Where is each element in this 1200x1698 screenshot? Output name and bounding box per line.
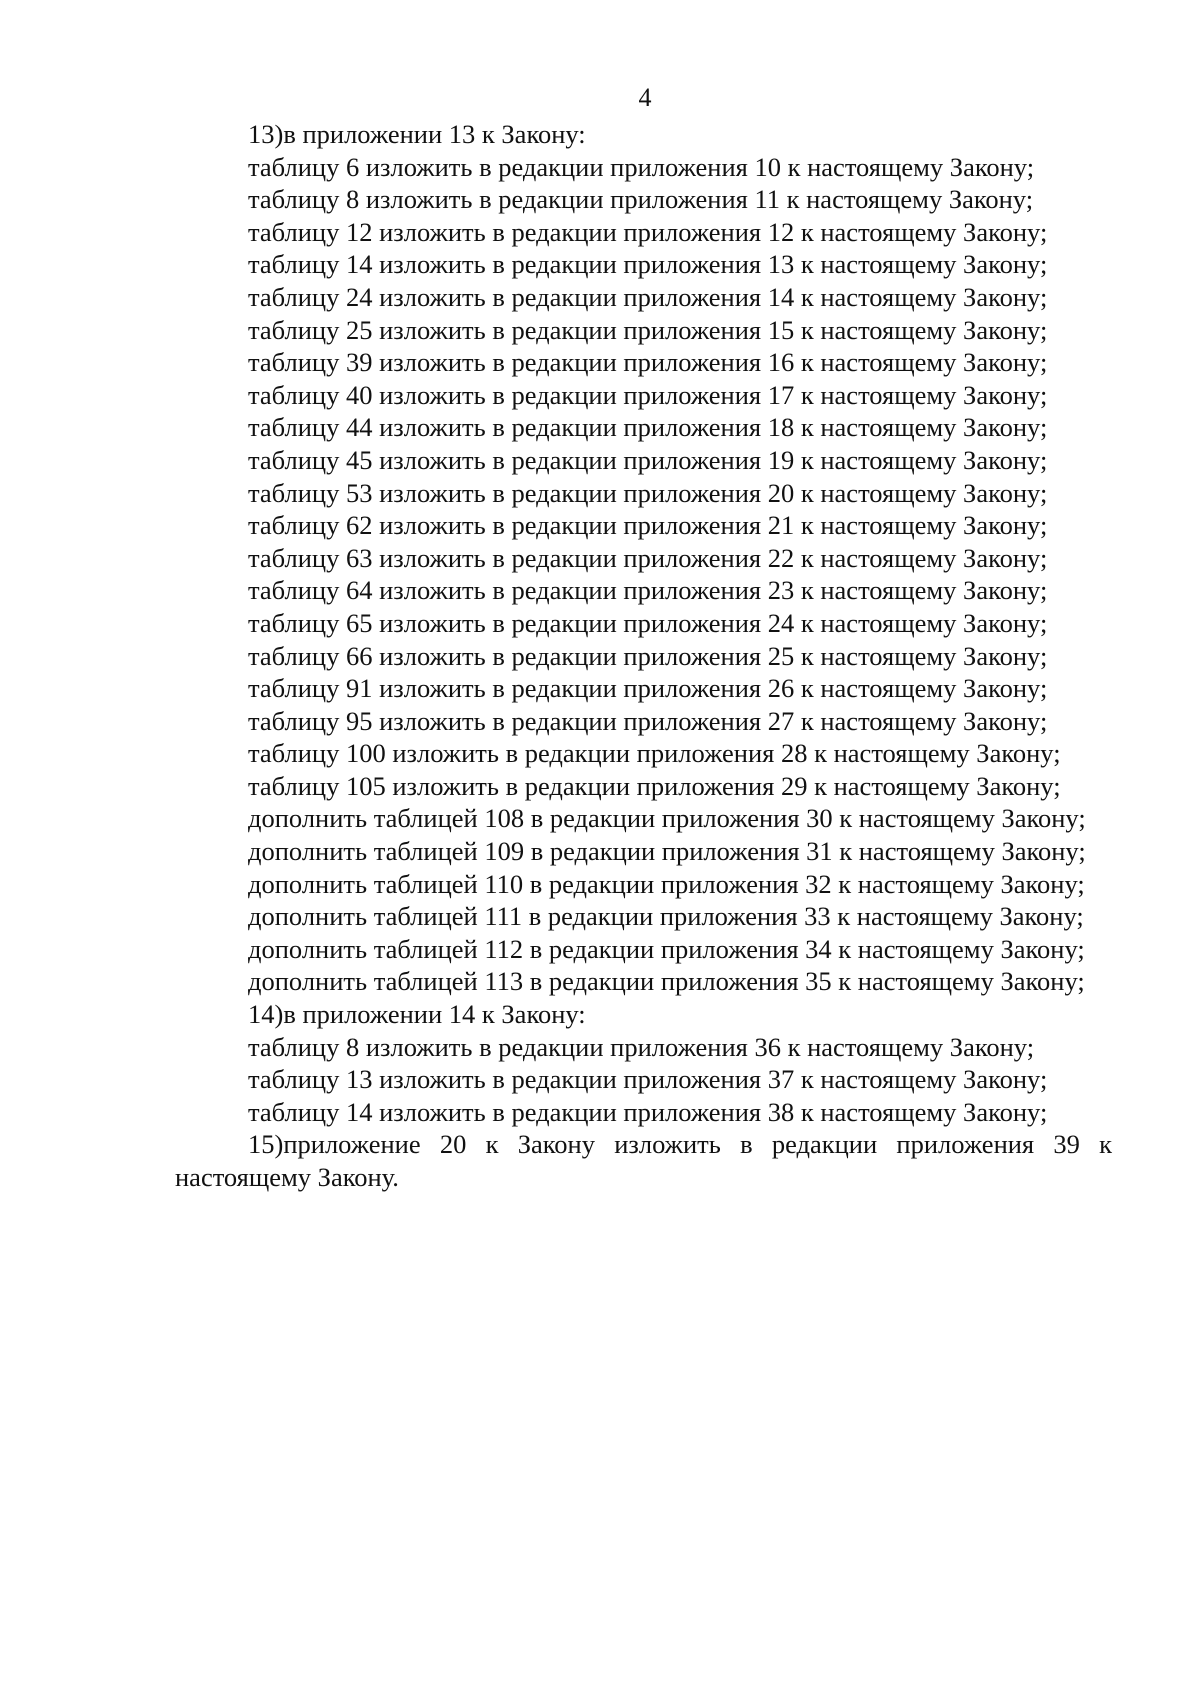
- item-15-paragraph: 15)приложение 20 к Закону изложить в редакции приложения 39 к настоящему Закону.: [175, 1129, 1112, 1192]
- document-body: [175, 118, 1112, 1194]
- list-item: таблицу 62 изложить в редакции приложения 21 к настоящему Закону;: [248, 510, 1048, 541]
- list-item: таблицу 66 изложить в редакции приложения 25 к настоящему Закону;: [248, 640, 1048, 671]
- list-item: таблицу 8 изложить в редакции приложения 11 к настоящему Закону;: [248, 184, 1034, 215]
- item-13-heading: 13)в приложении 13 к Закону:: [248, 119, 586, 149]
- list-item: таблицу 14 изложить в редакции приложения 13 к настоящему Закону;: [248, 249, 1048, 280]
- list-item: таблицу 39 изложить в редакции приложения 16 к настоящему Закону;: [248, 347, 1048, 378]
- addition-paragraph: дополнить таблицей 112 в редакции приложения 34 к настоящему Закону;: [248, 933, 1085, 964]
- list-item: таблицу 25 изложить в редакции приложения 15 к настоящему Закону;: [248, 314, 1048, 345]
- list-item: таблицу 100 изложить в редакции приложения 28 к настоящему Закону;: [248, 738, 1061, 769]
- list-item: таблицу 91 изложить в редакции приложения 26 к настоящему Закону;: [248, 673, 1048, 704]
- list-item: таблицу 95 изложить в редакции приложения 27 к настоящему Закону;: [248, 705, 1048, 736]
- list-item: таблицу 14 изложить в редакции приложения 38 к настоящему Закону;: [248, 1096, 1048, 1127]
- list-item: таблицу 13 изложить в редакции приложения 37 к настоящему Закону;: [248, 1064, 1048, 1095]
- addition-paragraph: дополнить таблицей 108 в редакции приложения 30 к настоящему Закону;: [248, 803, 1086, 834]
- list-item: таблицу 40 изложить в редакции приложения 17 к настоящему Закону;: [248, 379, 1048, 410]
- page-number: 4: [638, 83, 652, 112]
- list-item: таблицу 6 изложить в редакции приложения 10 к настоящему Закону;: [248, 151, 1035, 182]
- list-item: таблицу 44 изложить в редакции приложения 18 к настоящему Закону;: [248, 412, 1048, 443]
- list-item: таблицу 53 изложить в редакции приложения 20 к настоящему Закону;: [248, 477, 1048, 508]
- addition-paragraph: дополнить таблицей 109 в редакции приложения 31 к настоящему Закону;: [248, 836, 1086, 867]
- item-14-heading: 14)в приложении 14 к Закону:: [248, 999, 586, 1030]
- list-item: таблицу 45 изложить в редакции приложения 19 к настоящему Закону;: [248, 444, 1048, 475]
- list-item: таблицу 65 изложить в редакции приложения 24 к настоящему Закону;: [248, 607, 1048, 638]
- list-item: таблицу 105 изложить в редакции приложения 29 к настоящему Закону;: [248, 770, 1061, 801]
- addition-paragraph: дополнить таблицей 113 в редакции приложения 35 к настоящему Закону;: [248, 966, 1085, 997]
- list-item: таблицу 63 изложить в редакции приложения 22 к настоящему Закону;: [248, 542, 1048, 573]
- list-item: таблицу 12 изложить в редакции приложения 12 к настоящему Закону;: [248, 216, 1048, 247]
- addition-paragraph: дополнить таблицей 111 в редакции приложения 33 к настоящему Закону;: [248, 901, 1084, 932]
- list-item: таблицу 64 изложить в редакции приложения 23 к настоящему Закону;: [248, 575, 1048, 606]
- list-item: таблицу 24 изложить в редакции приложения 14 к настоящему Закону;: [248, 281, 1048, 312]
- addition-paragraph: дополнить таблицей 110 в редакции приложения 32 к настоящему Закону;: [248, 868, 1085, 899]
- list-item: таблицу 8 изложить в редакции приложения 36 к настоящему Закону;: [248, 1031, 1035, 1062]
